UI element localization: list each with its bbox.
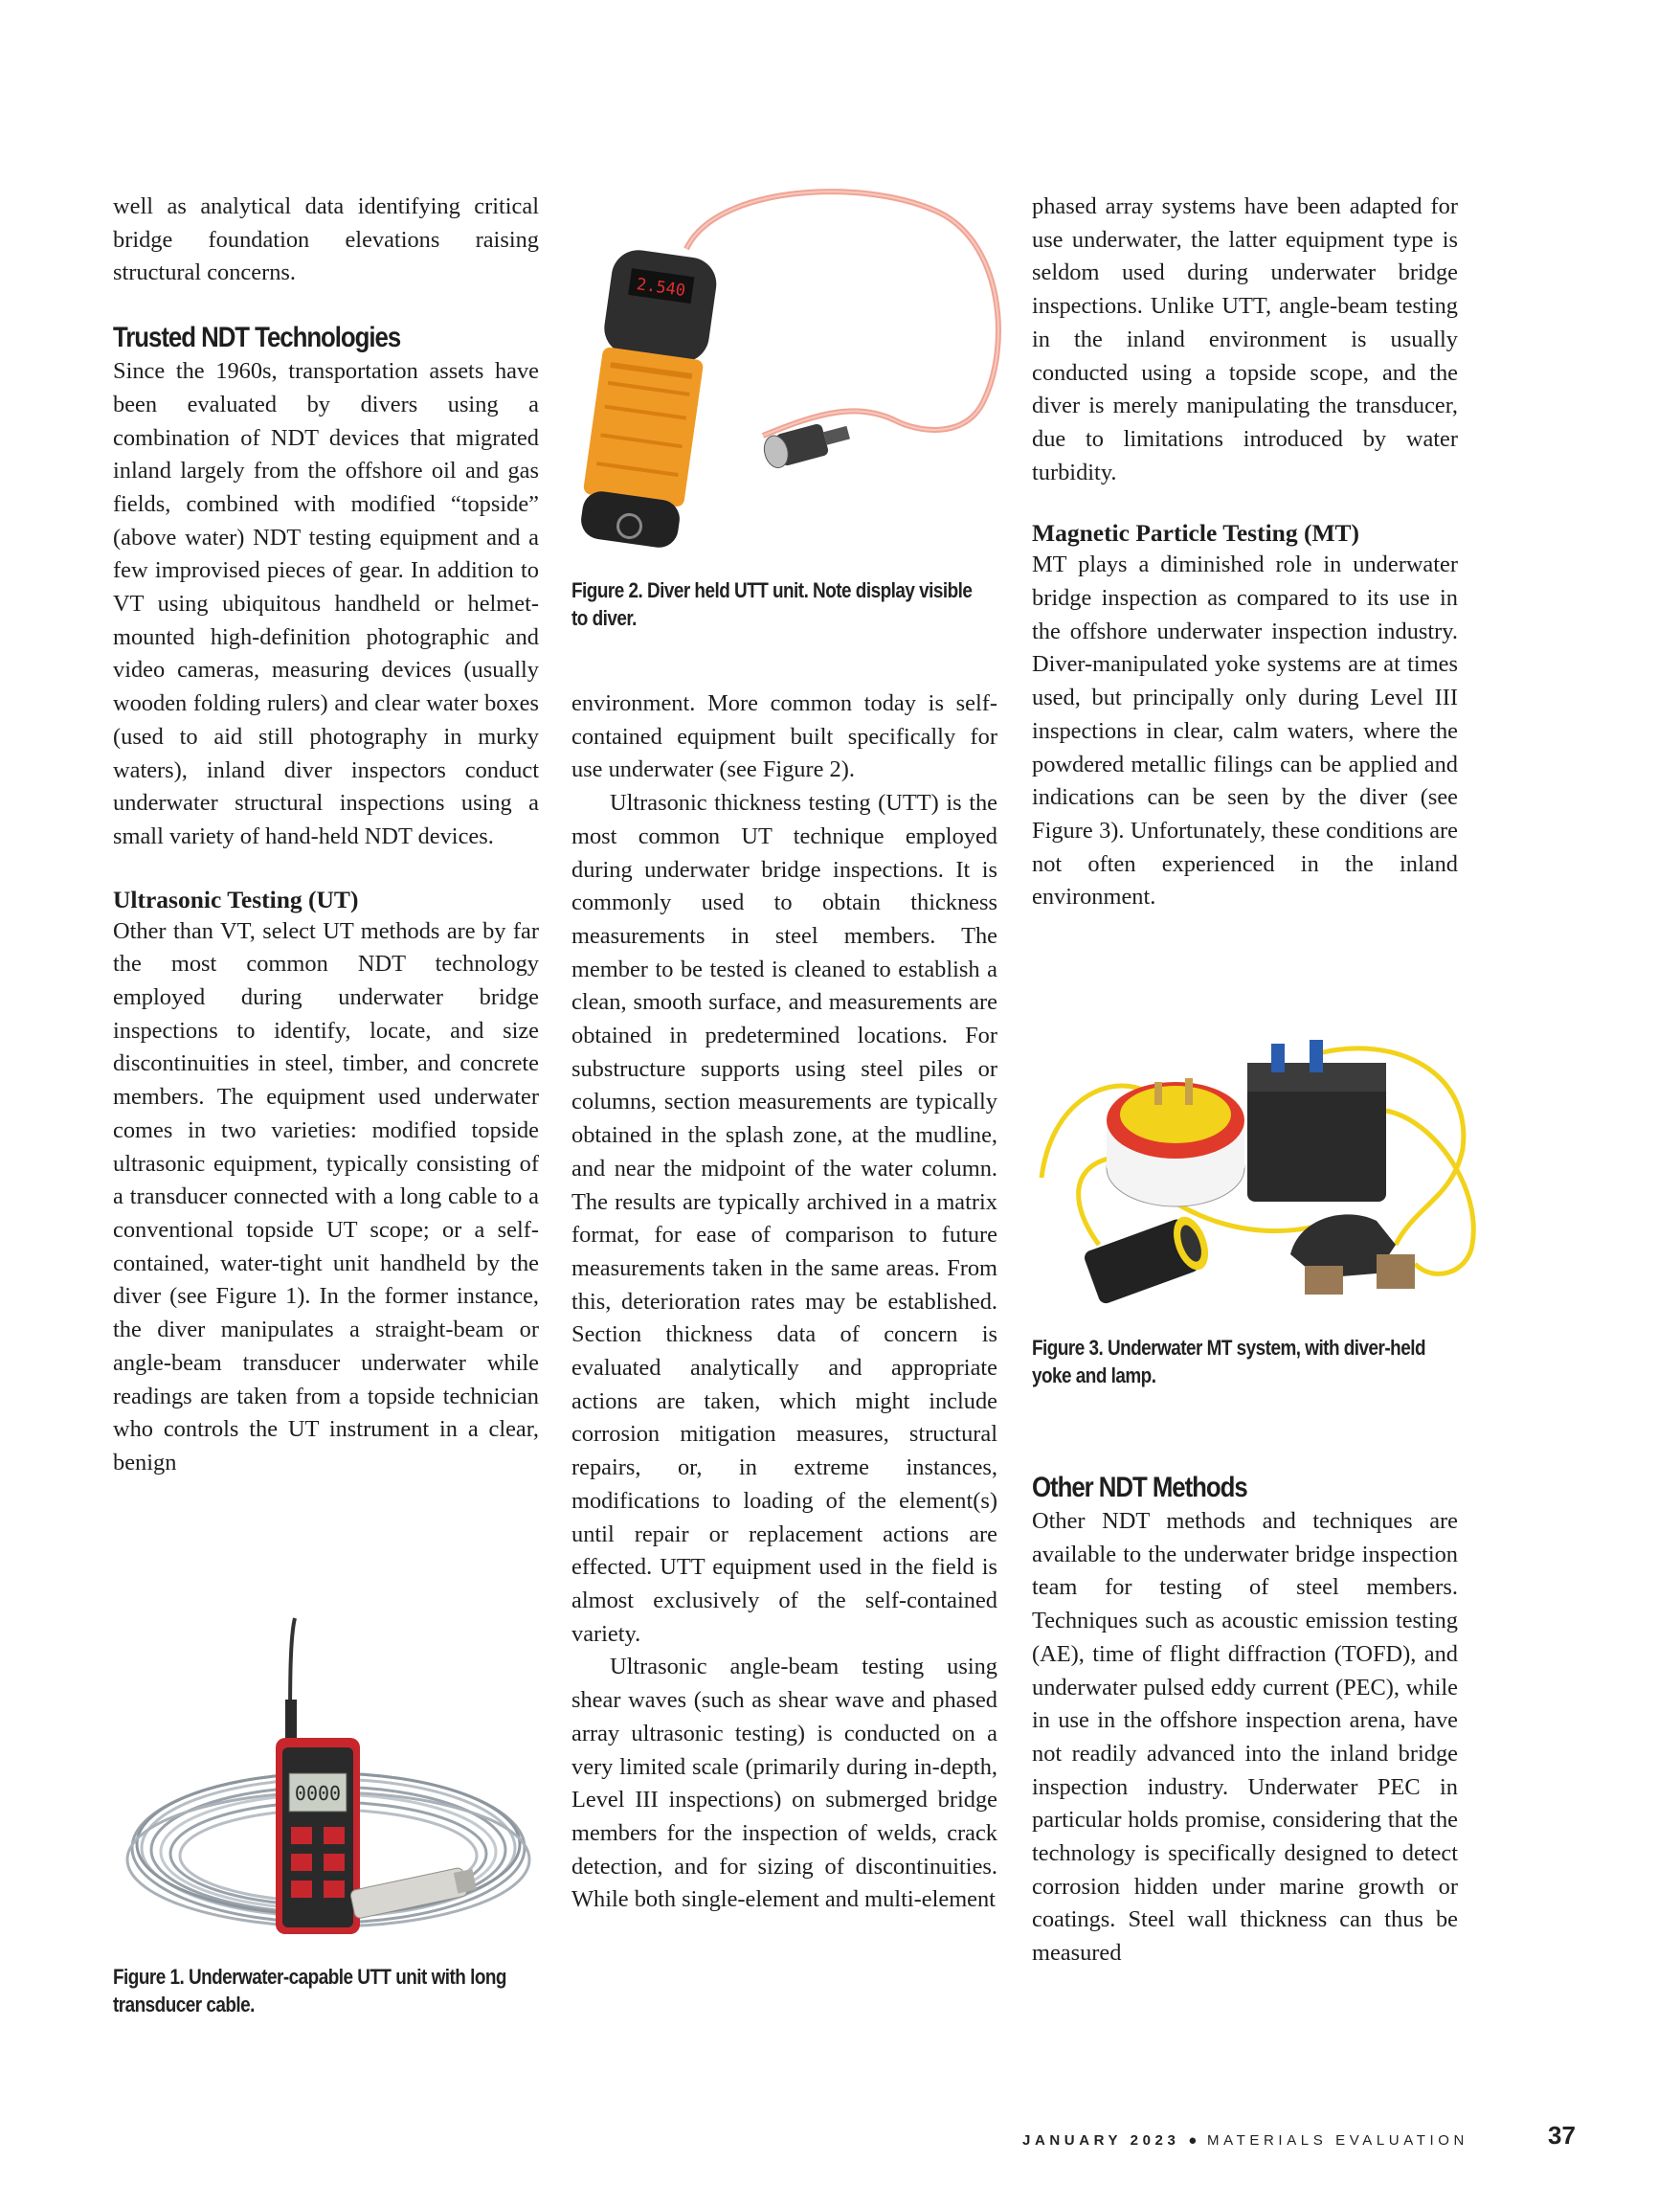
paragraph-environment: environment. More common today is self-contained equipment built specifically for use underwater (see Figure 2).: [571, 690, 997, 783]
heading-ultrasonic-testing: Ultrasonic Testing (UT): [113, 885, 359, 913]
figure-3-caption: Figure 3. Underwater MT system, with diver-held yoke and lamp.: [1032, 1336, 1426, 1387]
column-right: [1032, 191, 1458, 914]
page-number: 37: [1548, 2121, 1576, 2150]
figure-1-image: [113, 1609, 553, 1953]
figure-2-caption: Figure 2. Diver held UTT unit. Note display visible to diver.: [571, 578, 973, 630]
figure-1-caption: Figure 1. Underwater-capable UTT unit with long transducer cable.: [113, 1965, 506, 2016]
heading-trusted-ndt: Trusted NDT Technologies: [113, 322, 401, 354]
paragraph-angle-beam: Ultrasonic angle-beam testing using shear waves (such as shear wave and phased array ultrasonic testing) is conducted on a very limited scale (primarily during in-depth, Level III inspections) on submerged bridge members for the inspection of welds, crack detection, and for sizing of discontinuities. While both single-element and multi-element: [571, 1654, 997, 1913]
figure-2-image: [571, 182, 1012, 565]
heading-magnetic-particle-testing: Magnetic Particle Testing (MT): [1032, 519, 1360, 548]
paragraph-magnetic-particle-testing: MT plays a diminished role in underwater bridge inspection as compared to its use in the offshore underwater inspection industry. Diver-manipulated yoke systems are at times used, but principally only during Level III inspections in clear, calm waters, where the powdered metallic filings can be applied and indications can be seen by the diver (see Figure 3). Unfortunately, these conditions are not often experienced in the inland environment.: [1032, 552, 1458, 911]
intro-paragraph: well as analytical data identifying critical bridge foundation elevations raising structural concerns.: [113, 193, 539, 286]
paragraph-ultrasonic-testing: Other than VT, select UT methods are by far the most common NDT technology employed during underwater bridge inspections to identify, locate, and size discontinuities in steel, timber, and concrete members. The equipment used underwater comes in two varieties: modified topside ultrasonic equipment, typically consisting of a transducer connected with a long cable to a conventional topside UT scope; or a self-contained, water-tight unit handheld by the diver (see Figure 1). In the former instance, the diver manipulates a straight-beam or angle-beam transducer underwater while readings are taken from a topside technician who controls the UT instrument in a clear, benign: [113, 917, 539, 1475]
column-left: [113, 191, 539, 1480]
footer-journal-title: MATERIALS EVALUATION: [1207, 2132, 1468, 2149]
column-right-lower: [1032, 1471, 1458, 1971]
running-footer: [1022, 2132, 1468, 2149]
paragraph-phased-array: phased array systems have been adapted for use underwater, the latter equipment type is seldom used during underwater bridge inspections. Unlike UTT, angle-beam testing in the inland environment is usually conducted using a topside scope, and the diver is merely manipulating the transducer, due to limitations introduced by water turbidity.: [1032, 193, 1458, 485]
footer-issue-date: JANUARY 2023: [1022, 2132, 1180, 2149]
footer-bullet: ●: [1188, 2132, 1199, 2149]
paragraph-other-ndt-methods: Other NDT methods and techniques are available to the underwater bridge inspection team for testing of steel members. Techniques such as acoustic emission testing (AE), time of flight diffraction (TOFD), and underwater pulsed eddy current (PEC), while in use in the offshore inspection arena, have not readily advanced into the inland bridge inspection industry. Underwater PEC in particular holds promise, considering that the technology is specifically designed to detect corrosion hidden under marine growth or coatings. Steel wall thickness can thus be measured: [1032, 1508, 1458, 1967]
figure-3-image: [1032, 1015, 1496, 1326]
figure-2-display-readout: 2.540: [635, 275, 687, 302]
paragraph-utt: Ultrasonic thickness testing (UTT) is the most common UT technique employed during underwater bridge inspections. It is commonly used to obtain thickness measurements in steel members. The member to be tested is cleaned to establish a clean, smooth surface, and measurements are obtained in predetermined locations. For substructure supports using steel piles or columns, section measurements are typically obtained in the splash zone, at the mudline, and near the midpoint of the water column. The results are typically archived in a matrix format, for ease of comparison to future measurements taken in the same areas. From this, deterioration rates may be established. Section thickness data of concern is evaluated analytically and appropriate actions are taken, which might include corrosion mitigation measures, structural repairs, or, in extreme instances, modifications to loading of the element(s) until repair or replacement actions are effected. UTT equipment used in the field is almost exclusively of the self-contained variety.: [571, 790, 997, 1647]
column-middle: [571, 687, 997, 1917]
heading-other-ndt-methods: Other NDT Methods: [1032, 1472, 1247, 1503]
paragraph-trusted-ndt: Since the 1960s, transportation assets have been evaluated by divers using a combination of NDT devices that migrated inland largely from the offshore oil and gas fields, combined with modified “topside” (above water) NDT testing equipment and a few improvised pieces of gear. In addition to VT using ubiquitous handheld or helmet-mounted high-definition photographic and video cameras, measuring devices (usually wooden folding rulers) and clear water boxes (used to aid still photography in murky waters), inland diver inspectors conduct underwater structural inspections using a small variety of hand-held NDT devices.: [113, 358, 539, 849]
figure-1-display-readout: 0000: [294, 1782, 342, 1805]
